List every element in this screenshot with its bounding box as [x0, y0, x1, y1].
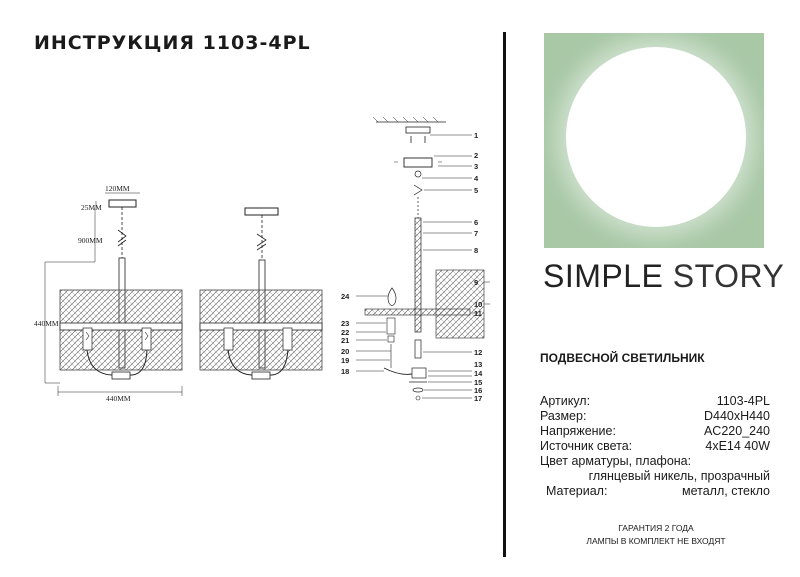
dim-canopy-height: 25MM: [81, 203, 102, 212]
brand-word-story: STORY: [672, 258, 785, 294]
spec-value: 4xE14 40W: [705, 439, 770, 453]
brand-logo: [543, 258, 784, 295]
product-photo: [544, 33, 764, 248]
spec-table: [540, 394, 770, 499]
warranty-note: ГАРАНТИЯ 2 ГОДА: [618, 523, 694, 533]
spec-row-article: [540, 394, 770, 409]
spec-color-label: Цвет арматуры, плафона:: [540, 454, 692, 468]
drawing-svg: [0, 100, 500, 420]
part-number-13: 13: [474, 360, 483, 369]
part-number-24: 24: [341, 292, 350, 301]
part-number-22: 22: [341, 328, 350, 337]
dim-chain-length: 900MM: [78, 236, 103, 245]
part-number-2: 2: [474, 151, 479, 160]
spec-row-material: [540, 484, 770, 499]
part-number-12: 12: [474, 348, 483, 357]
spec-row-size: [540, 409, 770, 424]
product-type: ПОДВЕСНОЙ СВЕТИЛЬНИК: [540, 351, 705, 365]
part-number-5: 5: [474, 186, 479, 195]
front-view: [34, 184, 182, 403]
part-number-10: 10: [474, 300, 483, 309]
spec-value: AC220_240: [703, 424, 770, 438]
part-number-15: 15: [474, 378, 483, 387]
spec-label: Напряжение:: [540, 424, 616, 438]
part-number-7: 7: [474, 229, 479, 238]
vertical-divider: [503, 32, 506, 557]
lamp-shade-glow: [566, 47, 746, 227]
dim-body-width: 440MM: [106, 394, 131, 403]
part-number-6: 6: [474, 218, 479, 227]
part-number-14: 14: [474, 369, 483, 378]
technical-drawing: [0, 100, 500, 420]
part-number-1: 1: [474, 131, 479, 140]
document-title: ИНСТРУКЦИЯ 1103-4PL: [34, 32, 311, 54]
plain-view: [200, 208, 322, 379]
part-number-16: 16: [474, 386, 483, 395]
spec-value: 1103-4PL: [716, 394, 770, 408]
spec-row-light-source: [540, 439, 770, 454]
part-number-11: 11: [474, 309, 482, 318]
spec-label: Размер:: [540, 409, 587, 423]
spec-value: металл, стекло: [682, 484, 770, 498]
part-number-17: 17: [474, 394, 483, 403]
spec-row-voltage: [540, 424, 770, 439]
spec-label: Источник света:: [540, 439, 633, 453]
spec-color-value: глянцевый никель, прозрачный: [588, 469, 770, 483]
spec-label: Артикул:: [540, 394, 591, 408]
part-number-3: 3: [474, 162, 479, 171]
part-number-20: 20: [341, 347, 350, 356]
part-number-21: 21: [341, 336, 350, 345]
part-number-23: 23: [341, 319, 350, 328]
footer-notes: [540, 522, 772, 548]
dim-top-width: 120MM: [105, 184, 130, 193]
brand-word-simple: SIMPLE: [543, 258, 664, 294]
part-number-9: 9: [474, 278, 479, 287]
lamps-note: ЛАМПЫ В КОМПЛЕКТ НЕ ВХОДЯТ: [586, 536, 726, 546]
part-number-4: 4: [474, 174, 479, 183]
dim-body-height: 440MM: [34, 319, 59, 328]
part-number-18: 18: [341, 367, 350, 376]
part-number-8: 8: [474, 246, 479, 255]
spec-label: Материал:: [546, 484, 608, 498]
spec-value: D440xH440: [703, 409, 770, 423]
exploded-view: [341, 117, 490, 403]
part-number-19: 19: [341, 356, 350, 365]
